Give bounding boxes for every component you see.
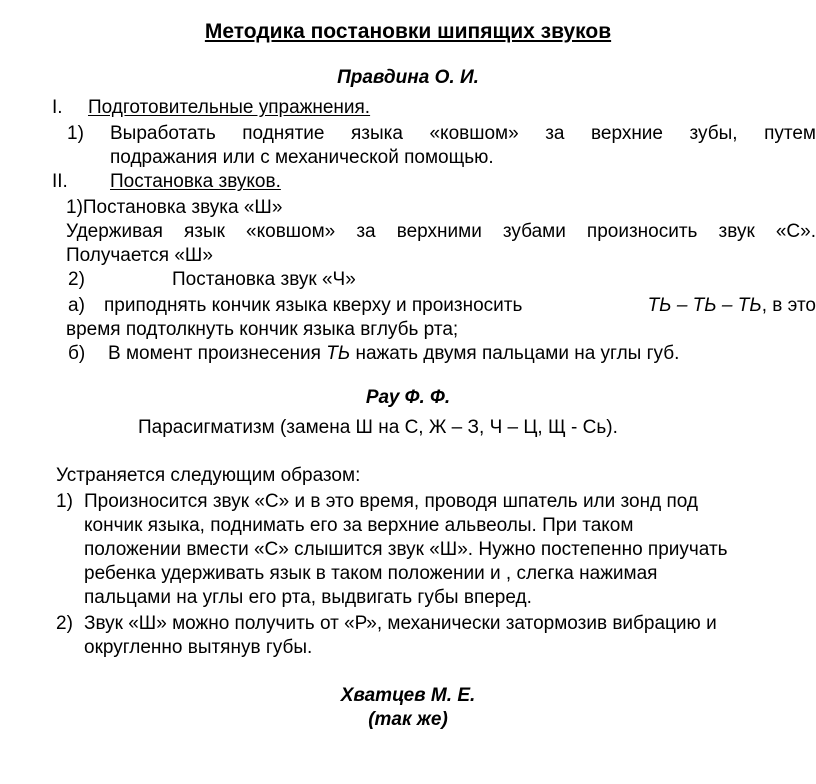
section-2-item-1: 1)Постановка звука «Ш» (66, 197, 283, 218)
section-2-item-2-text: Постановка звук «Ч» (172, 269, 356, 290)
sub-item-b-text: В момент произнесения (108, 343, 321, 364)
section-2-item-1-line: Удерживая язык «ковшом» за верхними зубами произносить звук «С». (66, 221, 816, 242)
section-2-number: II. (52, 171, 68, 192)
section-1-item-1-line: Выработать поднятие языка «ковшом» за верхние зубы, путем (110, 123, 816, 144)
section-2-item-2-number: 2) (68, 269, 85, 290)
author-khvattsev: Хватцев М. Е. (340, 685, 476, 706)
method-item-1-line: пальцами на углы его рта, выдвигать губы вперед. (84, 587, 532, 608)
section-1-item-1-line: подражания или с механической помощью. (110, 147, 494, 168)
elimination-heading: Устраняется следующим образом: (56, 465, 361, 486)
author-pravdina: Правдина О. И. (337, 67, 479, 88)
section-2-item-1-line: Получается «Ш» (66, 245, 213, 266)
sub-item-a-label: а) (68, 295, 85, 316)
method-item-2-line: Звук «Ш» можно получить от «Р», механически затормозив вибрацию и (84, 613, 717, 634)
section-1-title: Подготовительные упражнения. (88, 97, 371, 118)
sub-item-a-text: приподнять кончик языка кверху и произносить (104, 295, 523, 316)
sub-item-a-line: время подтолкнуть кончик языка вглубь рта; (66, 319, 459, 340)
parasigmatism-text: Парасигматизм (замена Ш на С, Ж – З, Ч – Ц, Щ - Сь). (138, 417, 618, 438)
sub-item-b-line (108, 342, 679, 367)
method-item-1-line: Произносится звук «С» и в это время, проводя шпатель или зонд под (84, 491, 698, 512)
method-item-1-line: ребенка удерживать язык в таком положении и , слегка нажимая (84, 563, 658, 584)
method-item-1-line: положении вмести «С» слышится звук «Ш». Нужно постепенно приучать (84, 539, 728, 560)
method-item-1-line: кончик языка, поднимать его за верхние альвеолы. При таком (84, 515, 634, 536)
sub-item-b-label: б) (68, 343, 86, 364)
sub-item-b-sound: ТЬ (326, 343, 356, 364)
section-1-item-1-number: 1) (67, 123, 84, 144)
section-2-title: Постановка звуков. (110, 171, 281, 192)
section-1-number: I. (52, 97, 63, 118)
sub-item-a-line (104, 294, 816, 319)
spacer (522, 294, 647, 319)
author-khvattsev-note: (так же) (368, 709, 448, 730)
author-rau: Рау Ф. Ф. (365, 387, 451, 408)
sub-item-a-sound: ТЬ – ТЬ – ТЬ (647, 295, 762, 316)
sub-item-b-text: нажать двумя пальцами на углы губ. (355, 343, 680, 364)
method-item-2-number: 2) (56, 613, 73, 634)
method-item-1-number: 1) (56, 491, 73, 512)
sub-item-a-tail: , в это (761, 295, 816, 316)
page-title: Методика постановки шипящих звуков (204, 20, 612, 43)
method-item-2-line: округленно вытянув губы. (84, 637, 313, 658)
